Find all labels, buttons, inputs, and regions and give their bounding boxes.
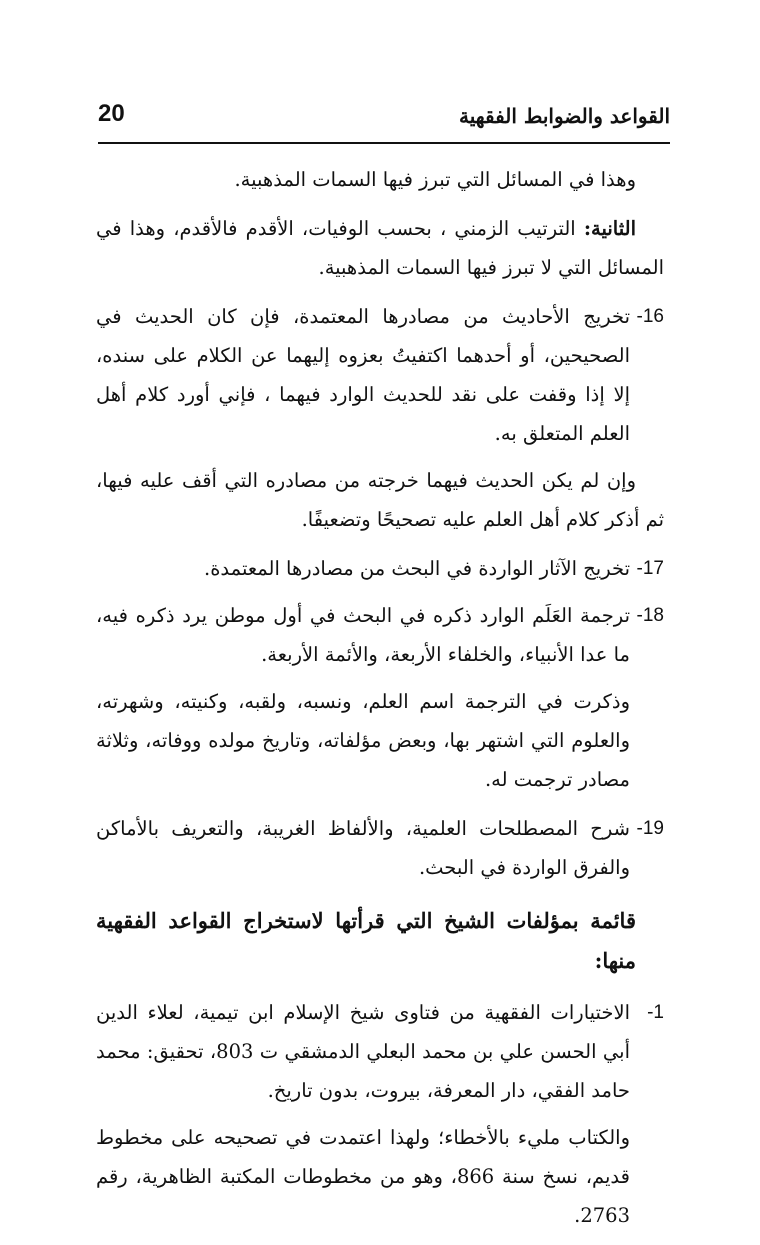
section-heading: قائمة بمؤلفات الشيخ التي قرأتها لاستخراج القواعد الفقهية منها: bbox=[96, 908, 636, 973]
page-header bbox=[98, 96, 670, 144]
page-body bbox=[96, 160, 664, 1245]
item-number: 1- bbox=[647, 1002, 664, 1023]
page-number: 20 bbox=[98, 100, 125, 127]
item-text: تخريج الأحاديث من مصادرها المعتمدة، فإن كان الحديث في الصحيحين، أو أحدهما اكتفيتُ بعزوه إليهما عن الكلام على سنده، إلا إذا وقفت على نقد للحديث الوارد فيهما ، فإني أورد كلام أهل العلم المتعلق به. bbox=[96, 305, 630, 445]
list-item bbox=[96, 549, 664, 588]
list-item bbox=[96, 993, 664, 1110]
paragraph: وإن لم يكن الحديث فيهما خرجته من مصادره التي أقف عليه فيها، ثم أذكر كلام أهل العلم عليه تصحيحًا وتضعيفًا. bbox=[96, 469, 664, 531]
item-text: ترجمة العَلَم الوارد ذكره في البحث في أول موطن يرد ذكره فيه، ما عدا الأنبياء، والخلفاء الأربعة، والأئمة الأربعة. bbox=[96, 604, 630, 666]
paragraph: وهذا في المسائل التي تبرز فيها السمات المذهبية. bbox=[234, 168, 636, 191]
paragraph bbox=[96, 209, 664, 287]
paragraph: وذكرت في الترجمة اسم العلم، ونسبه، ولقبه، وكنيته، وشهرته، والعلوم التي اشتهر بها، وبعض مؤلفاته، وتاريخ مولده ووفاته، وثلاثة مصادر ترجمت له. bbox=[96, 690, 630, 791]
item-number: 16- bbox=[636, 306, 664, 327]
item-number: 19- bbox=[636, 818, 664, 839]
item-text: الاختيارات الفقهية من فتاوى شيخ الإسلام ابن تيمية، لعلاء الدين أبي الحسن علي بن محمد البعلي الدمشقي ت 803، تحقيق: محمد حامد الفقي، دار المعرفة، بيروت، بدون تاريخ. bbox=[96, 1001, 630, 1102]
item-text: تخريج الآثار الواردة في البحث من مصادرها المعتمدة. bbox=[204, 557, 630, 580]
item-number: 18- bbox=[636, 605, 664, 626]
list-item bbox=[96, 297, 664, 453]
item-number: 17- bbox=[636, 558, 664, 579]
running-title: القواعد والضوابط الفقهية bbox=[459, 104, 670, 128]
list-item bbox=[96, 809, 664, 887]
paragraph-text: الترتيب الزمني ، بحسب الوفيات، الأقدم فالأقدم، وهذا في المسائل التي لا تبرز فيها السمات المذهبية. bbox=[96, 217, 664, 279]
list-item bbox=[96, 596, 664, 674]
paragraph: والكتاب مليء بالأخطاء؛ ولهذا اعتمدت في تصحيحه على مخطوط قديم، نسخ سنة 866، وهو من مخطوطات المكتبة الظاهرية، رقم 2763. bbox=[96, 1126, 630, 1227]
paragraph-lead: الثانية: bbox=[583, 217, 636, 240]
item-text: شرح المصطلحات العلمية، والألفاظ الغريبة، والتعريف بالأماكن والفرق الواردة في البحث. bbox=[96, 817, 630, 879]
